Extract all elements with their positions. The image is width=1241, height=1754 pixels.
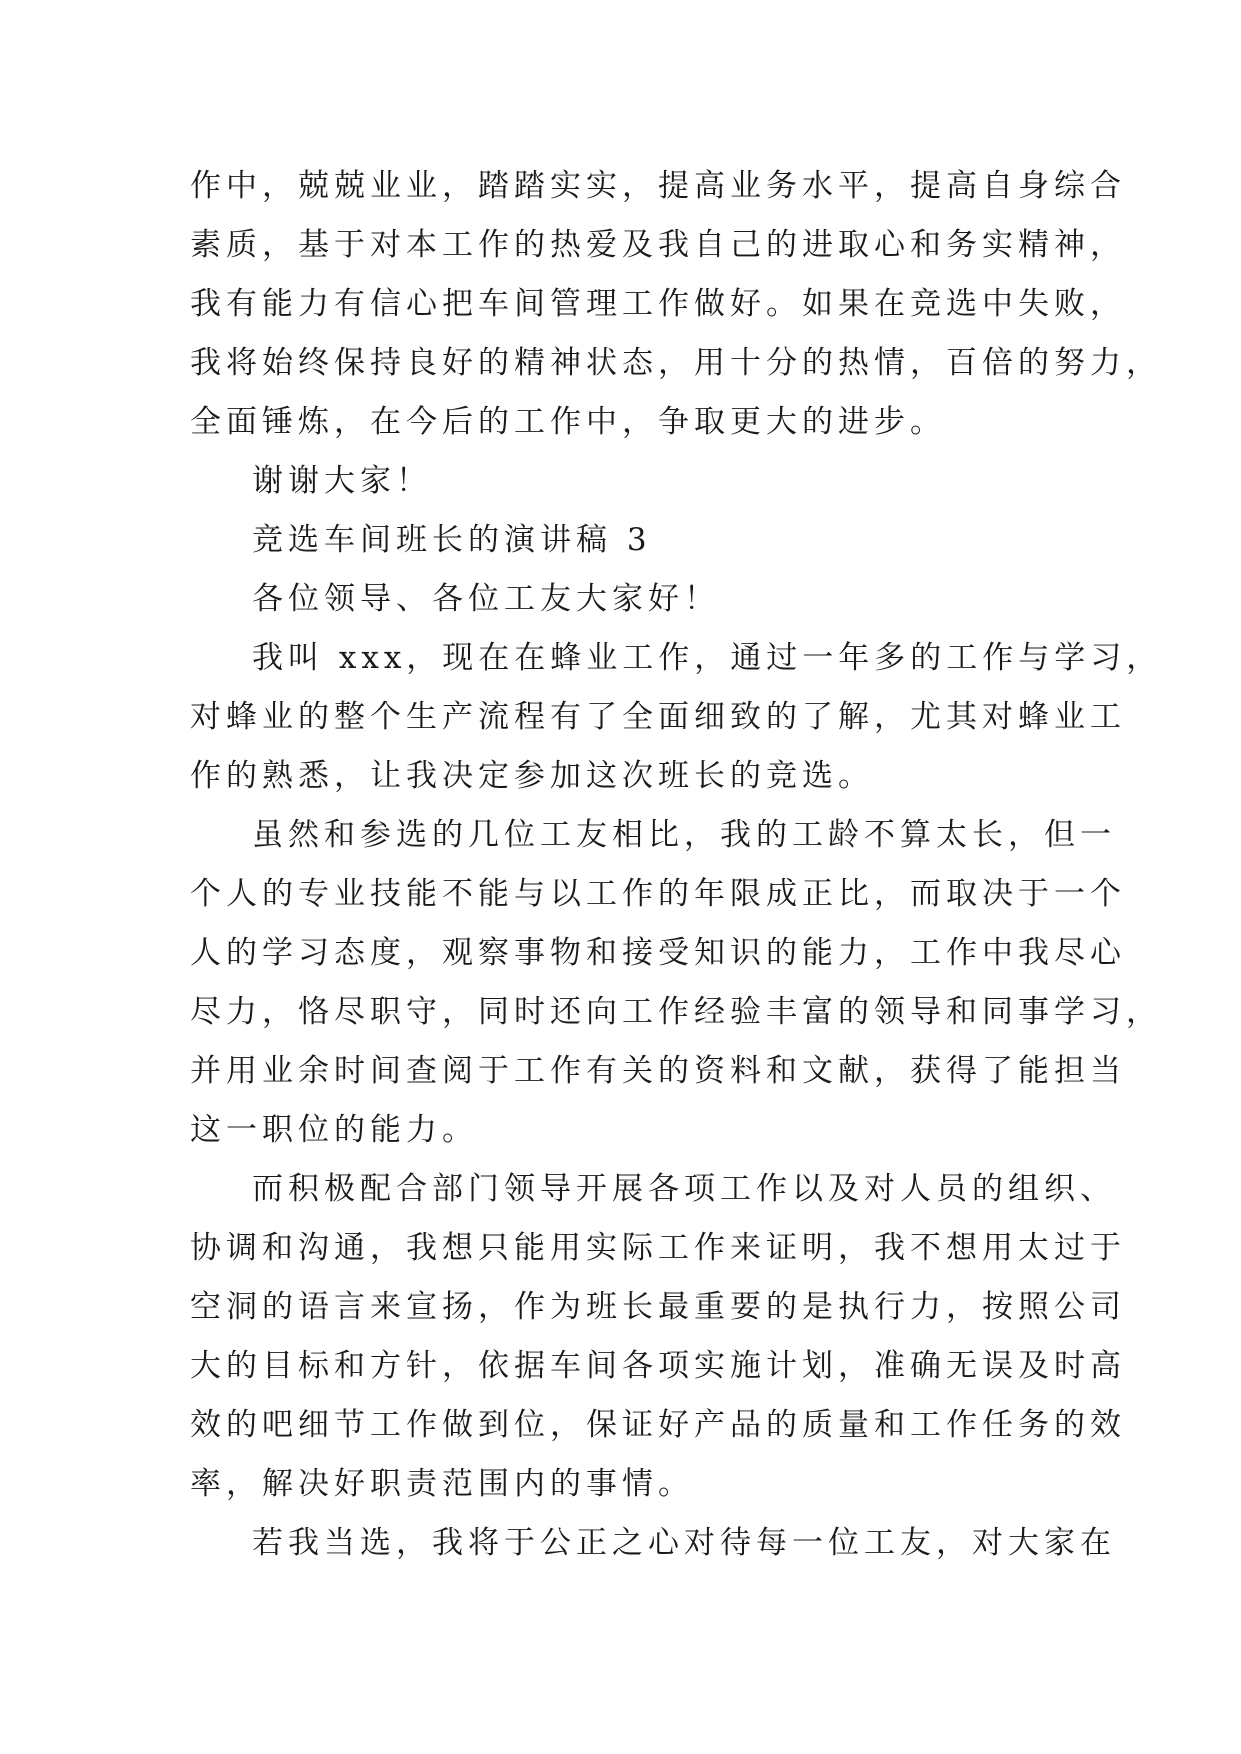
text-line: 率，解决好职责范围内的事情。 xyxy=(190,1466,694,1502)
section-title: 竞选车间班长的演讲稿 3 xyxy=(252,522,652,558)
closing-line: 谢谢大家！ xyxy=(252,463,432,499)
text-line: 协调和沟通，我想只能用实际工作来证明，我不想用太过于 xyxy=(190,1230,1126,1266)
text-line: 尽力，恪尽职守，同时还向工作经验丰富的领导和同事学习， xyxy=(190,994,1162,1030)
text-line: 效的吧细节工作做到位，保证好产品的质量和工作任务的效 xyxy=(190,1407,1126,1443)
text-line: 作的熟悉，让我决定参加这次班长的竞选。 xyxy=(190,758,874,794)
text-line: 我将始终保持良好的精神状态，用十分的热情，百倍的努力， xyxy=(190,345,1162,381)
text-line: 个人的专业技能不能与以工作的年限成正比，而取决于一个 xyxy=(190,876,1126,912)
paragraph-start: 而积极配合部门领导开展各项工作以及对人员的组织、 xyxy=(252,1171,1116,1207)
text-line: 大的目标和方针，依据车间各项实施计划，准确无误及时高 xyxy=(190,1348,1126,1384)
text-line: 空洞的语言来宣扬，作为班长最重要的是执行力，按照公司 xyxy=(190,1289,1126,1325)
text-line: 作中，兢兢业业，踏踏实实，提高业务水平，提高自身综合 xyxy=(190,168,1126,204)
paragraph-start: 我叫 xxx，现在在蜂业工作，通过一年多的工作与学习， xyxy=(252,640,1163,676)
paragraph-start: 若我当选，我将于公正之心对待每一位工友，对大家在 xyxy=(252,1525,1116,1561)
text-line: 人的学习态度，观察事物和接受知识的能力，工作中我尽心 xyxy=(190,935,1126,971)
text-line: 对蜂业的整个生产流程有了全面细致的了解，尤其对蜂业工 xyxy=(190,699,1126,735)
text-line: 这一职位的能力。 xyxy=(190,1112,478,1148)
greeting-line: 各位领导、各位工友大家好！ xyxy=(252,581,720,617)
text-line: 素质，基于对本工作的热爱及我自己的进取心和务实精神， xyxy=(190,227,1126,263)
text-line: 全面锤炼，在今后的工作中，争取更大的进步。 xyxy=(190,404,946,440)
text-line: 并用业余时间查阅于工作有关的资料和文献，获得了能担当 xyxy=(190,1053,1126,1089)
paragraph-start: 虽然和参选的几位工友相比，我的工龄不算太长，但一 xyxy=(252,817,1116,853)
text-line: 我有能力有信心把车间管理工作做好。如果在竞选中失败， xyxy=(190,286,1126,322)
